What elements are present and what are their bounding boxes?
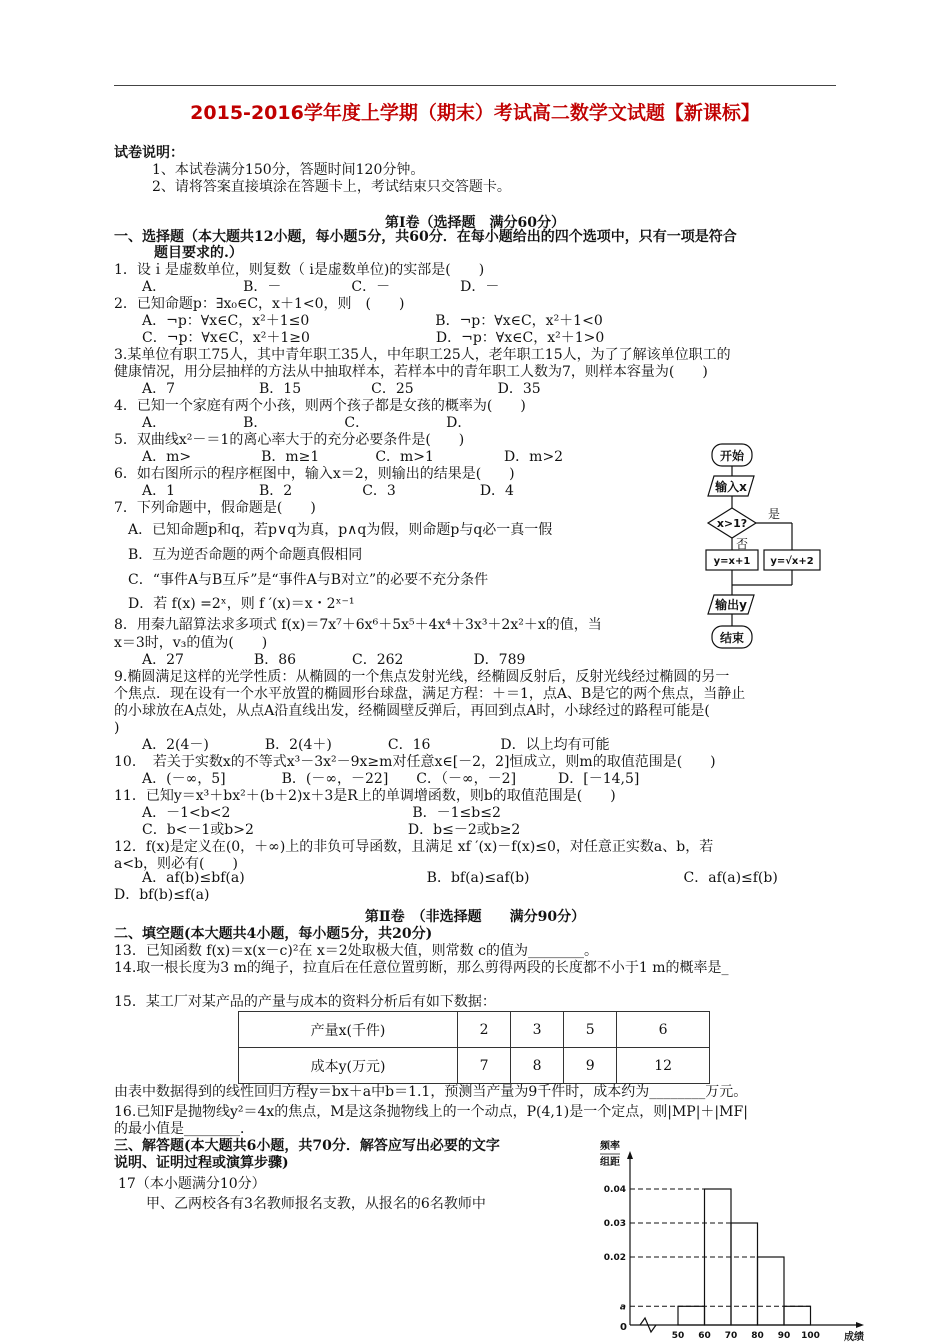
question-line: a<b，则必有( ) [114, 856, 238, 872]
part2-heading: 第Ⅱ卷 （非选择题 满分90分） [364, 909, 586, 925]
histogram-ylabel-bottom: 组距 [600, 1157, 620, 1168]
section3-heading: 三、解答题(本大题共6小题，共70分．解答应写出必要的文字 [114, 1138, 500, 1154]
table-cell: 3 [511, 1012, 564, 1048]
question-line: 12．f(x)是定义在(0，＋∞)上的非负可导函数，且满足 xf ′(x)－f(x)≤0，对任意正实数a、b，若 [114, 839, 714, 855]
question-line: A．af(b)≤bf(a) B．bf(a)≤af(b) C．af(a)≤f(b) [114, 870, 778, 886]
table-cell: 7 [458, 1048, 511, 1084]
q15-data-table [238, 1011, 710, 1084]
question-line: 个焦点．现在设有一个水平放置的椭圆形台球盘，满足方程：＋＝1，点A、B是它的两个焦点，当静止 [114, 686, 746, 702]
histogram-bar [758, 1257, 785, 1325]
row-label: 产量x(千件) [239, 1012, 458, 1048]
section1-heading-cont: 题目要求的.） [154, 245, 243, 261]
table-row [239, 1048, 710, 1084]
x-tick-label: 90 [777, 1331, 791, 1341]
x-tick-label: 60 [698, 1331, 711, 1341]
question-17-text: 甲、乙两校各有3名教师报名支教，从报名的6名教师中 [146, 1196, 486, 1212]
table-cell: 2 [458, 1012, 511, 1048]
question-line: 5．双曲线x²－＝1的离心率大于的充分必要条件是( ) [114, 432, 465, 448]
flow-right-box: y=√x+2 [770, 556, 814, 567]
question-line: 4．已知一个家庭有两个小孩，则两个孩子都是女孩的概率为( ) [114, 398, 526, 414]
question-line: A． B． C． D． [114, 415, 472, 431]
section3-heading-cont: 说明、证明过程或演算步骤) [114, 1155, 289, 1171]
flow-left-box: y=x+1 [713, 556, 751, 567]
program-flowchart [690, 440, 830, 655]
section1-heading: 一、选择题（本大题共12小题，每小题5分，共60分．在每小题给出的四个选项中，只有一项是符合 [114, 229, 737, 245]
question-line: A．－1<b<2 B．－1≤b≤2 [114, 805, 501, 821]
question-line: 1．设ｉ是虚数单位，则复数（ i是虚数单位)的实部是( ) [114, 262, 485, 278]
question-line: A．27 B．86 C．262 D．789 [114, 652, 526, 668]
question-16: 16.已知F是抛物线y²＝4x的焦点，M是这条抛物线上的一个动点，P(4,1)是一个定点，则|MP|＋|MF| [114, 1104, 748, 1120]
question-line: A．已知命题p和q，若p∨q为真，p∧q为假，则命题p与q必一真一假 [114, 522, 553, 538]
question-line: A．2(4－) B．2(4＋) C．16 D．以上均有可能 [114, 737, 610, 753]
section2-heading: 二、填空题(本大题共4小题，每小题5分，共20分) [114, 926, 433, 942]
question-line: 的小球放在A点处，从点A沿直线出发，经椭圆壁反弹后，再回到点A时，小球经过的路程可能是( [114, 703, 710, 719]
question-line: A．m> B．m≥1 C．m>1 D．m>2 [114, 449, 564, 465]
table-row [239, 1012, 710, 1048]
top-rule [114, 85, 836, 86]
question-line: x＝3时，v₃的值为( ) [114, 635, 268, 651]
flow-start: 开始 [719, 449, 745, 463]
y-tick-label: 0.02 [603, 1253, 626, 1263]
question-line: A．1 B．2 C．3 D．4 [114, 483, 514, 499]
table-cell: 8 [511, 1048, 564, 1084]
question-line: D．若 f(x) =2ˣ，则 f ′(x)＝x・2ˣ⁻¹ [114, 596, 355, 612]
question-line: 2．已知命题p：∃x₀∈C，x＋1<0，则 ( ) [114, 296, 405, 312]
question-15: 15．某工厂对某产品的产量与成本的资料分析后有如下数据： [114, 994, 496, 1010]
histogram-bar [678, 1306, 705, 1325]
question-line: 9.椭圆满足这样的光学性质：从椭圆的一个焦点发射光线，经椭圆反射后，反射光线经过椭圆的另一 [114, 669, 730, 685]
table-cell: 5 [564, 1012, 617, 1048]
x-tick-label: 100 [801, 1331, 820, 1341]
x-axis-arrow [856, 1322, 864, 1328]
histogram-xlabel: 成绩 [844, 1332, 864, 1343]
x-tick-label: 70 [724, 1331, 738, 1341]
question-line: 8．用秦九韶算法求多项式 f(x)＝7x⁷＋6x⁶＋5x⁵＋4x⁴＋3x³＋2x²＋x的值，当 [114, 617, 602, 633]
instructions-heading: 试卷说明： [114, 145, 184, 161]
histogram-origin: 0 [620, 1322, 627, 1333]
x-tick-label: 50 [671, 1331, 685, 1341]
histogram-ylabel-top: 频率 [600, 1141, 620, 1152]
y-tick-label: 0.03 [603, 1219, 626, 1229]
flow-condition: x>1? [716, 517, 748, 530]
question-line: ) [114, 720, 120, 736]
question-line: B．互为逆否命题的两个命题真假相同 [114, 547, 363, 563]
y-axis-arrow [627, 1151, 633, 1159]
flow-yes: 是 [767, 507, 781, 521]
question-17-heading: 17（本小题满分10分） [118, 1176, 266, 1192]
question-line: A．(－∞，5] B．(－∞，－22] C．（－∞，－2] D．[－14,5] [114, 771, 640, 787]
flow-input: 输入x [715, 480, 747, 494]
question-line: C．¬p：∀x∈C，x²＋1≥0 D．¬p：∀x∈C，x²＋1>0 [114, 330, 605, 346]
question-16-cont: 的最小值是________． [114, 1121, 254, 1137]
question-line: D．bf(b)≤f(a) [114, 887, 210, 903]
flow-end: 结束 [719, 631, 745, 645]
table-cell: 9 [564, 1048, 617, 1084]
histogram-bar [731, 1223, 758, 1325]
question-15-after: 由表中数据得到的线性回归方程y＝bx＋a中b＝1.1，预测当产量为9千件时，成本约为________万元。 [114, 1084, 748, 1100]
histogram-bar [784, 1306, 811, 1325]
question-14: 14.取一根长度为3 m的绳子，拉直后在任意位置剪断，那么剪得两段的长度都不小于1 m的概率是_ [114, 960, 729, 976]
question-line: 3.某单位有职工75人，其中青年职工35人，中年职工25人，老年职工15人，为了了解该单位职工的 [114, 347, 731, 363]
question-line: A． B．－ C．－ D．－ [114, 279, 500, 295]
question-line: 7．下列命题中，假命题是( ) [114, 500, 316, 516]
question-line: C．b<－1或b>2 D．b≤－2或b≥2 [114, 822, 521, 838]
question-line: 6．如右图所示的程序框图中，输入x＝2，则输出的结果是( ) [114, 466, 515, 482]
row-label: 成本y(万元) [239, 1048, 458, 1084]
flow-output: 输出y [715, 598, 747, 612]
table-cell: 6 [617, 1012, 710, 1048]
table-cell: 12 [617, 1048, 710, 1084]
instruction-item: 1、本试卷满分150分，答题时间120分钟。 [152, 162, 425, 178]
instruction-item: 2、请将答案直接填涂在答题卡上，考试结束只交答题卡。 [152, 179, 511, 195]
flow-no: 否 [735, 537, 749, 551]
question-line: 11．已知y＝x³＋bx²＋(b＋2)x＋3是R上的单调增函数，则b的取值范围是( ) [114, 788, 616, 804]
x-tick-label: 80 [751, 1331, 764, 1341]
question-line: 健康情况，用分层抽样的方法从中抽取样本，若样本中的青年职工人数为7，则样本容量为( ) [114, 364, 708, 380]
y-tick-label: 0.04 [603, 1185, 626, 1195]
question-line: 10． 若关于实数x的不等式x³－3x²－9x≥m对任意x∈[－2，2]恒成立，则m的取值范围是( ) [114, 754, 716, 770]
question-line: A．¬p：∀x∈C，x²＋1≤0 B．¬p：∀x∈C，x²＋1<0 [114, 313, 603, 329]
question-13: 13．已知函数 f(x)＝x(x－c)²在 x＝2处取极大值，则常数 c的值为________。 [114, 943, 598, 959]
question-line: C．“事件A与B互斥”是“事件A与B对立”的必要不充分条件 [114, 572, 489, 588]
part1-heading: 第Ⅰ卷（选择题 满分60分） [384, 215, 566, 231]
frequency-histogram [590, 1135, 880, 1344]
page-title: 2015-2016学年度上学期（期末）考试高二数学文试题【新课标】 [190, 102, 760, 124]
question-line: A．7 B．15 C．25 D．35 [114, 381, 541, 397]
y-tick-label: a [619, 1302, 626, 1313]
